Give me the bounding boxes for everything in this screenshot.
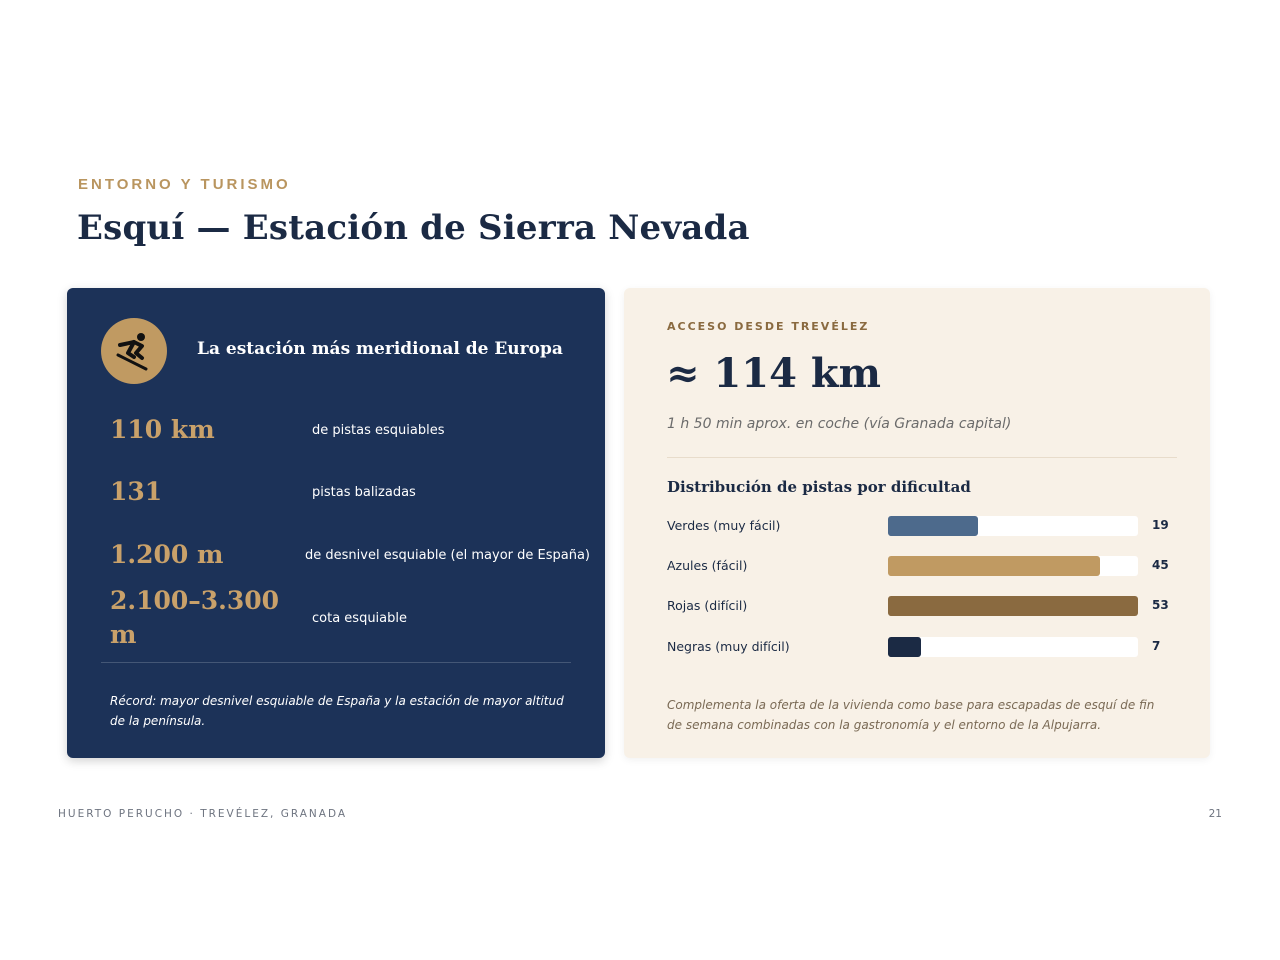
bar-value: 45 bbox=[1152, 558, 1169, 572]
chart-title: Distribución de pistas por dificultad bbox=[667, 478, 971, 496]
stat-label: pistas balizadas bbox=[312, 484, 416, 500]
footer-property-name: HUERTO PERUCHO · TREVÉLEZ, GRANADA bbox=[58, 808, 348, 820]
bar-track bbox=[888, 637, 1138, 657]
access-card bbox=[624, 288, 1210, 758]
stat-label: de desnivel esquiable (el mayor de España) bbox=[305, 547, 590, 563]
stat-value: 110 km bbox=[110, 415, 215, 444]
section-eyebrow: ENTORNO Y TURISMO bbox=[78, 176, 291, 193]
access-eyebrow: ACCESO DESDE TREVÉLEZ bbox=[667, 320, 870, 333]
stat-value: 1.200 m bbox=[110, 540, 224, 569]
bar-label: Azules (fácil) bbox=[667, 558, 748, 573]
distance-value: ≈ 114 km bbox=[666, 350, 881, 397]
stat-row bbox=[110, 413, 590, 447]
bar-row bbox=[667, 516, 1177, 536]
complement-note: Complementa la oferta de la vivienda como base para escapadas de esquí de fin de semana combinadas con la gastronomía y el entorno de la Alpujarra. bbox=[667, 698, 1155, 732]
travel-time: 1 h 50 min aprox. en coche (vía Granada capital) bbox=[667, 416, 1012, 432]
card-heading: La estación más meridional de Europa bbox=[197, 339, 563, 359]
record-note: Récord: mayor desnivel esquiable de España y la estación de mayor altitud de la península. bbox=[110, 694, 564, 728]
page-number: 21 bbox=[1208, 808, 1222, 820]
bar-track bbox=[888, 596, 1138, 616]
page-title: Esquí — Estación de Sierra Nevada bbox=[77, 208, 750, 248]
stat-row bbox=[110, 538, 590, 572]
bar-track bbox=[888, 516, 1138, 536]
bar-row bbox=[667, 637, 1177, 657]
stat-value: 2.100–3.300 m bbox=[110, 586, 280, 649]
bar-label: Verdes (muy fácil) bbox=[667, 518, 781, 533]
stat-label: de pistas esquiables bbox=[312, 422, 445, 438]
bar-fill-rojas bbox=[888, 596, 1138, 616]
bar-value: 19 bbox=[1152, 518, 1169, 532]
bar-value: 7 bbox=[1152, 639, 1161, 653]
bar-row bbox=[667, 596, 1177, 616]
stat-value: 131 bbox=[110, 477, 163, 506]
bar-value: 53 bbox=[1152, 598, 1169, 612]
stat-label: cota esquiable bbox=[312, 610, 407, 626]
stat-row bbox=[110, 584, 590, 652]
bar-label: Rojas (difícil) bbox=[667, 598, 748, 613]
divider bbox=[667, 457, 1177, 458]
bar-label: Negras (muy difícil) bbox=[667, 639, 790, 654]
stat-row bbox=[110, 475, 590, 509]
bar-fill-negras bbox=[888, 637, 921, 657]
bar-row bbox=[667, 556, 1177, 576]
skier-icon bbox=[101, 318, 167, 384]
divider bbox=[101, 662, 571, 663]
ski-station-card bbox=[67, 288, 605, 758]
bar-track bbox=[888, 556, 1138, 576]
bar-fill-verdes bbox=[888, 516, 978, 536]
bar-fill-azules bbox=[888, 556, 1100, 576]
